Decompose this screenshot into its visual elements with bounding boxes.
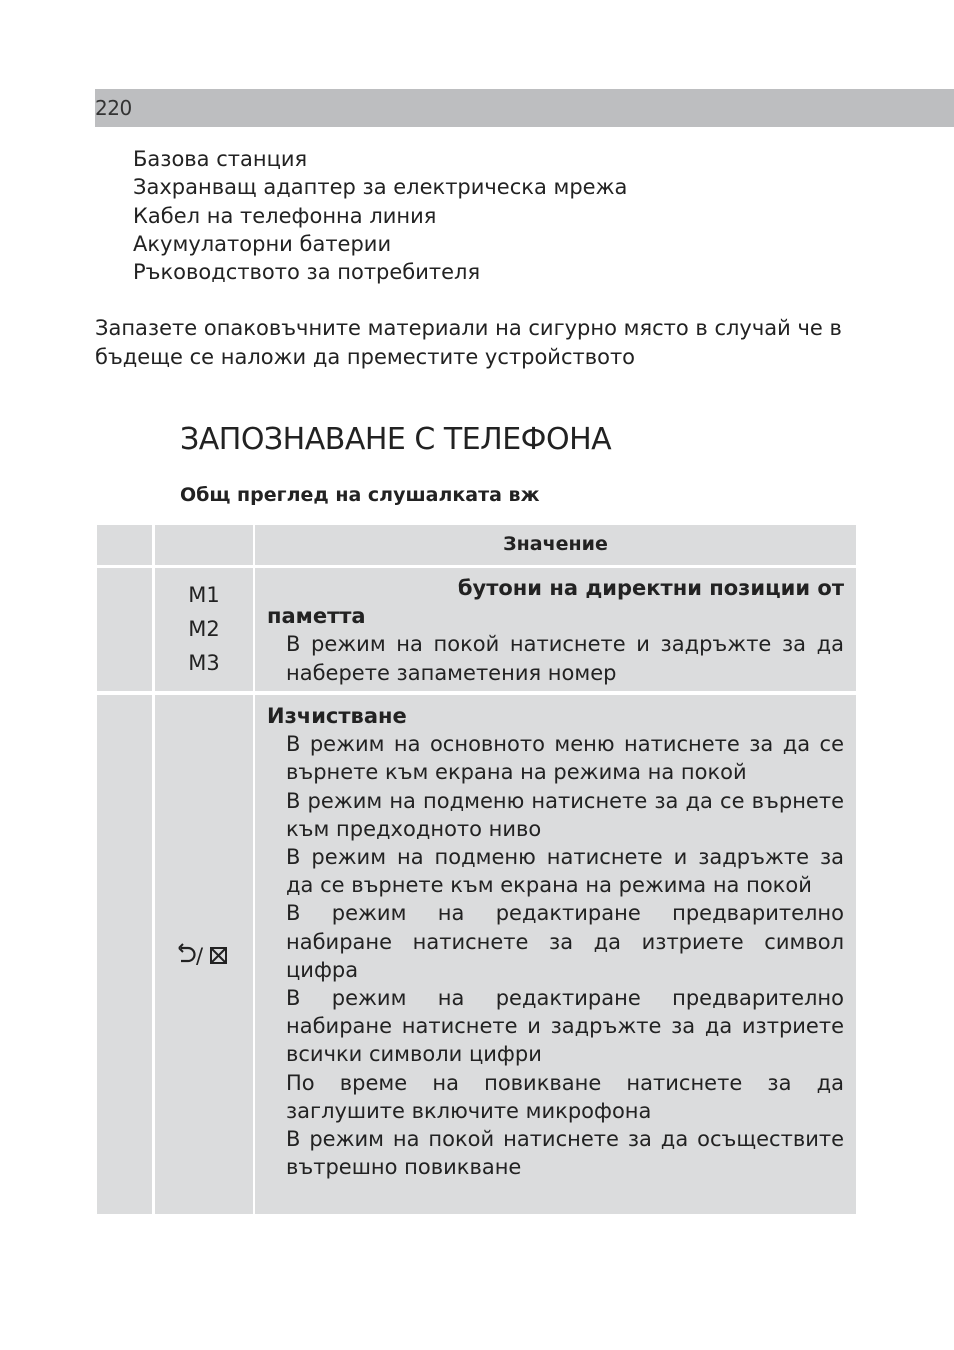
list-item: Кабел на телефонна линия [133, 203, 437, 228]
page-number: 220 [95, 96, 132, 120]
list-item: Базова станция [133, 147, 308, 171]
section-title: ЗАПОЗНАВАНЕ С ТЕЛЕФОНА [180, 422, 612, 457]
list-item: Ръководството за потребителя [133, 260, 481, 285]
row-title: паметта [267, 604, 366, 629]
table-header-cell [97, 525, 152, 565]
table-cell [97, 695, 152, 1214]
description-line: В режим на основното меню натиснете за да се върнете към екрана на режима на покой [286, 732, 844, 785]
package-contents-list [133, 145, 627, 286]
description-line: В режим на подменю натиснете и задръжте за да се върнете към екрана на режима на покой [286, 845, 844, 898]
list-item: Акумулаторни батерии [133, 231, 392, 256]
description-line: В режим на покой натиснете и задръжте за да наберете запаметения номер [286, 632, 844, 685]
back-clear-icon [178, 942, 230, 970]
key-separator: / [196, 944, 204, 968]
table-row-description [267, 702, 844, 1181]
memory-keys [155, 578, 253, 680]
row-title: Изчистване [267, 704, 407, 728]
table-cell [97, 568, 152, 691]
description-line: В режим на редактиране предварително набиране натиснете и задръжте за да изтриете всички символи цифри [286, 986, 844, 1067]
header-bar [95, 89, 954, 127]
sub-title: Общ преглед на слушалката вж [180, 484, 540, 506]
table-row-description [267, 574, 844, 687]
description-line: В режим на подменю натиснете за да се върнете към предходното ниво [286, 788, 844, 841]
list-item: Захранващ адаптер за електрическа мрежа [133, 175, 628, 200]
table-header-cell [155, 525, 253, 565]
key-label: M1 [188, 583, 220, 607]
packaging-note: Запазете опаковъчните материали на сигурно място в случай че в бъдеще се наложи да преместите устройството [95, 316, 842, 369]
table-header-meaning: Значение [503, 533, 608, 555]
row-title: бутони на директни позиции от [457, 576, 844, 600]
description-line: По време на повикване натиснете за да заглушите включите микрофона [286, 1070, 844, 1123]
description-line: В режим на покой натиснете за да осъществите вътрешно повикване [286, 1127, 844, 1180]
description-line: В режим на редактиране предварително набиране натиснете за да изтриете символ цифра [286, 901, 844, 982]
key-label: M2 [188, 617, 220, 641]
key-label: M3 [188, 651, 220, 675]
